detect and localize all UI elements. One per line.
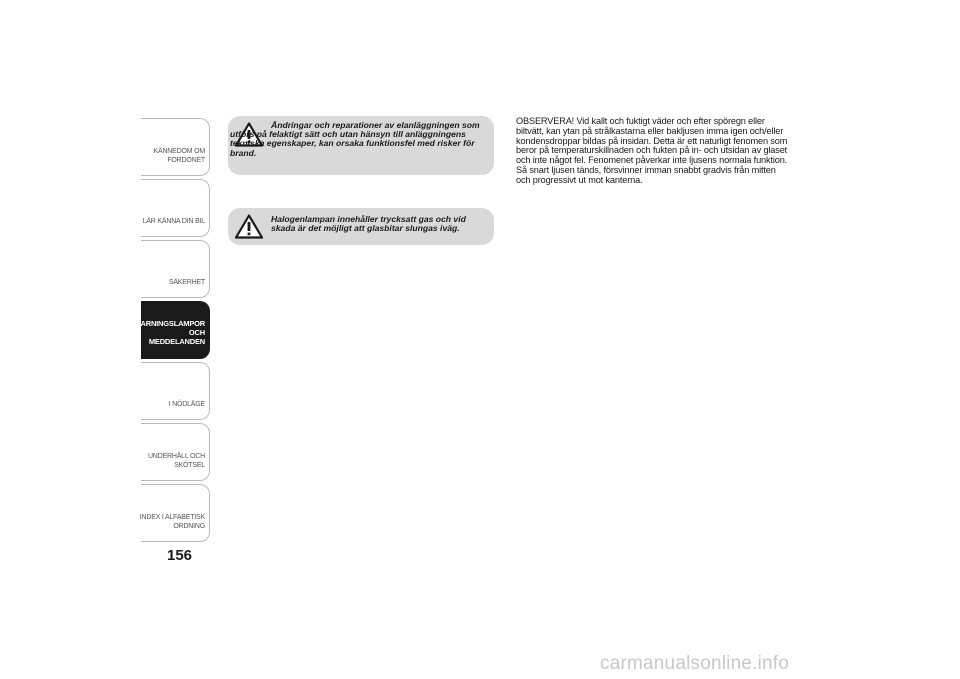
tab-index-i-alfabetisk-ordning[interactable] [141,484,210,542]
tab-label: KÄNNEDOM OM FORDONET [153,148,205,164]
warning-box-halogen [228,208,494,245]
warning-triangle-icon [235,214,263,239]
chapter-tabs [136,118,211,545]
tab-lar-kanna-din-bil[interactable] [141,179,210,237]
tab-kannedom-om-fordonet[interactable] [141,118,210,176]
tab-label: I NÖDLÄGE [168,401,205,408]
tab-label: SÄKERHET [168,279,205,286]
tab-sakerhet[interactable] [141,240,210,298]
tab-label: VARNINGSLAMPOR OCH MEDDELANDEN [136,319,205,346]
warning-text: Halogenlampan innehåller trycksatt gas och vid skada är det möjligt att glasbitar slungas iväg. [271,214,466,234]
tab-i-nodlage[interactable] [141,362,210,420]
page-number: 156 [167,547,193,564]
tab-underhall-och-skotsel[interactable] [141,423,210,481]
tab-label: INDEX I ALFABETISK ORDNING [139,514,205,530]
note-paragraph: OBSERVERA! Vid kallt och fuktigt väder och efter spöregn eller biltvätt, kan ytan på strålkastarna eller bakljusen imma igen och/eller kondensdroppar bildas på insidan. Detta är ett naturligt fenomen som beror på temperaturskillnaden och fukten på in- och utsidan av glaset och inte något fel. Fenomenet påverkar inte ljusens normala funktion. Så snart ljusen tänds, försvinner imman snabbt gradvis från mitten och progressivt ut mot kanterna. [516,116,788,185]
tab-varningslampor-och-meddelanden[interactable] [136,301,210,359]
watermark: carmanualsonline.info [600,653,790,674]
warning-text: Ändringar och reparationer av elanläggningen som utförs på felaktigt sätt och utan hänsyn till anläggningens tekniska egenskaper, kan orsaka funktionsfel med risker för brand. [230,120,480,158]
warning-box-electrical [228,116,494,175]
tab-label: UNDERHÅLL OCH SKÖTSEL [147,453,205,469]
tab-label: LÄR KÄNNA DIN BIL [142,218,205,225]
